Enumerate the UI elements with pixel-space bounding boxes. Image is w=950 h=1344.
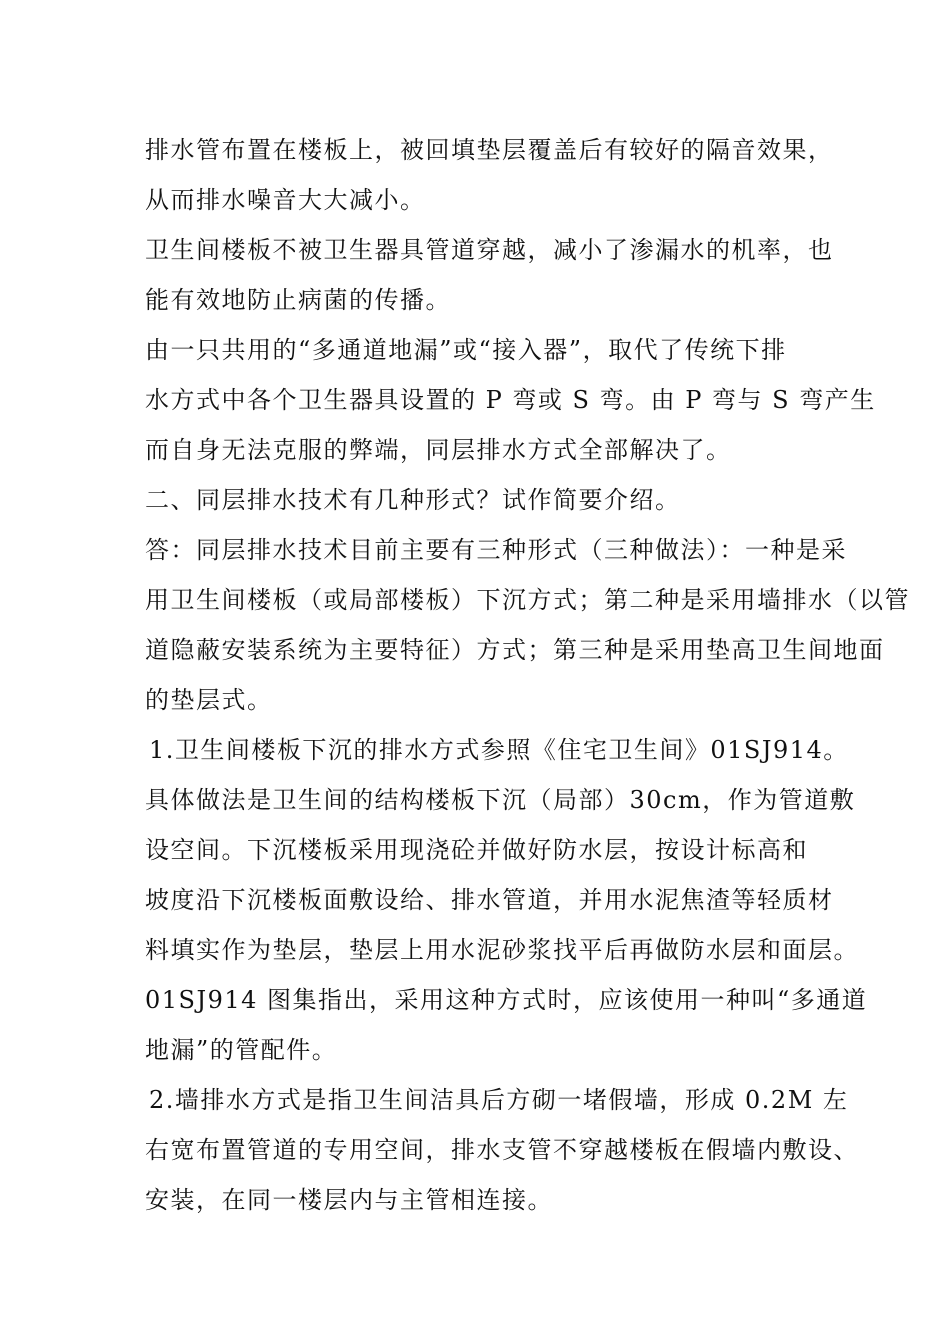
text-line: 从而排水噪音大大减小。 <box>145 186 426 214</box>
text-line: 安装，在同一楼层内与主管相连接。 <box>145 1186 553 1214</box>
text-line: 能有效地防止病菌的传播。 <box>145 286 451 314</box>
text-line: 的垫层式。 <box>145 686 273 714</box>
text-line: 设空间。下沉楼板采用现浇砼并做好防水层，按设计标高和 <box>145 836 808 864</box>
text-line: 坡度沿下沉楼板面敷设给、排水管道，并用水泥焦渣等轻质材 <box>145 886 834 914</box>
text-line: 地漏”的管配件。 <box>145 1036 338 1064</box>
text-line: 而自身无法克服的弊端，同层排水方式全部解决了。 <box>145 436 732 464</box>
text-line: 01SJ914 图集指出，采用这种方式时，应该使用一种叫“多通道 <box>145 986 868 1014</box>
text-line: 道隐蔽安装系统为主要特征）方式；第三种是采用垫高卫生间地面 <box>145 636 885 664</box>
list-item-2: 2.墙排水方式是指卫生间洁具后方砌一堵假墙，形成 0.2M 左 <box>149 1086 849 1114</box>
text-line: 答：同层排水技术目前主要有三种形式（三种做法）：一种是采 <box>145 536 847 564</box>
text-line: 卫生间楼板不被卫生器具管道穿越，减小了渗漏水的机率，也 <box>145 236 834 264</box>
text-line: 排水管布置在楼板上，被回填垫层覆盖后有较好的隔音效果， <box>145 136 834 164</box>
list-item-1: 1.卫生间楼板下沉的排水方式参照《住宅卫生间》01SJ914。 <box>149 736 849 764</box>
text-line: 水方式中各个卫生器具设置的 P 弯或 S 弯。由 P 弯与 S 弯产生 <box>145 386 876 414</box>
text-line: 用卫生间楼板（或局部楼板）下沉方式；第二种是采用墙排水（以管 <box>145 586 910 614</box>
text-line: 具体做法是卫生间的结构楼板下沉（局部）30cm，作为管道敷 <box>145 786 856 814</box>
section-heading: 二、同层排水技术有几种形式？试作简要介绍。 <box>145 486 681 514</box>
text-line: 右宽布置管道的专用空间，排水支管不穿越楼板在假墙内敷设、 <box>145 1136 859 1164</box>
text-line: 料填实作为垫层，垫层上用水泥砂浆找平后再做防水层和面层。 <box>145 936 859 964</box>
text-line: 由一只共用的“多通道地漏”或“接入器”，取代了传统下排 <box>145 336 787 364</box>
